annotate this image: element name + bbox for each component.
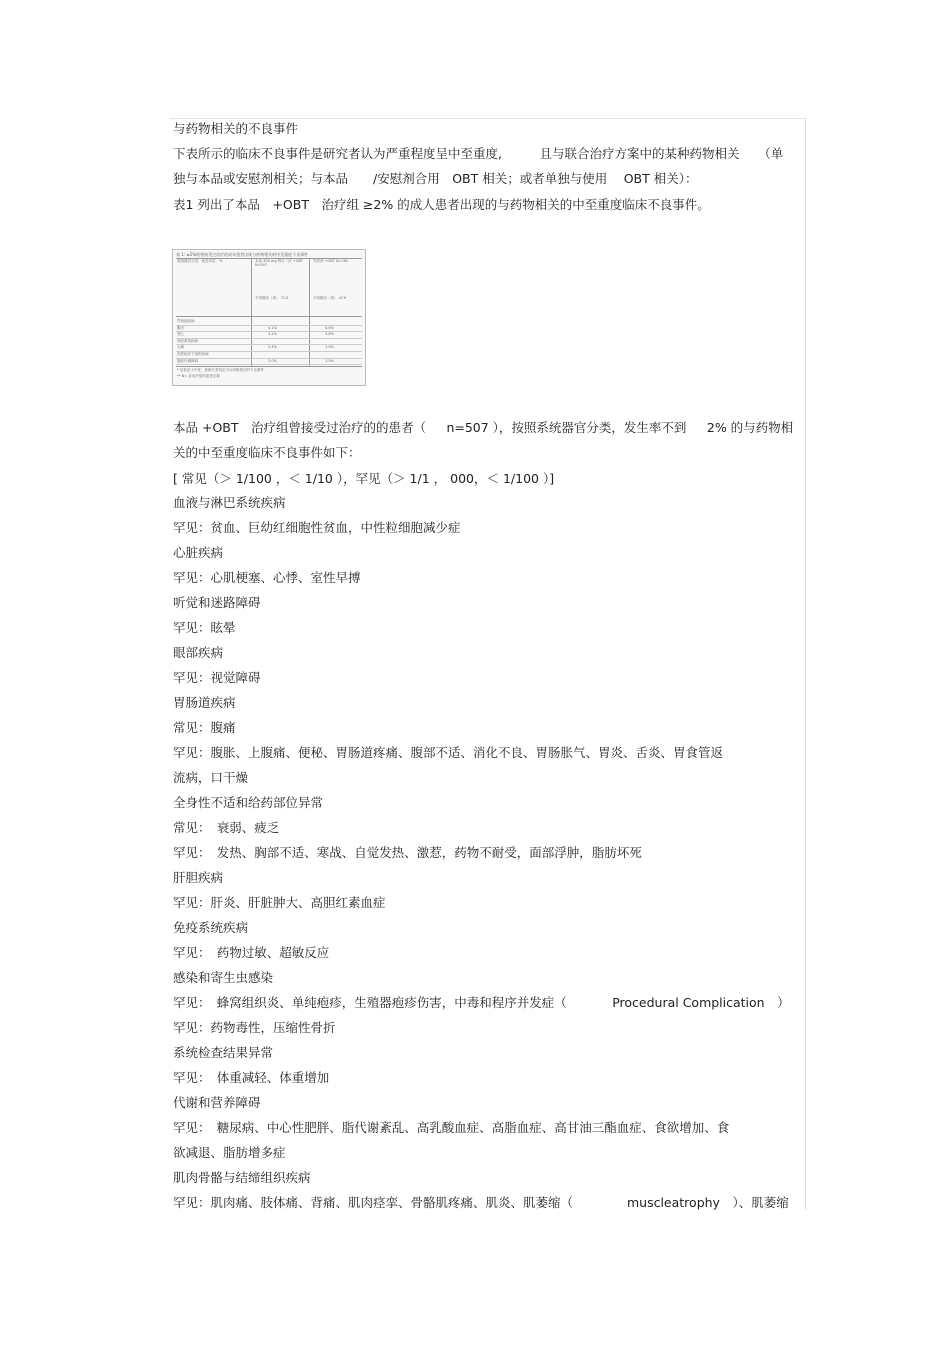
- table-image-row-value: 4.1%: [268, 325, 277, 330]
- text-line: 罕见： 发热、胸部不适、寒战、自觉发热、激惹，药物不耐受，面部浮肿，脂肪坏死: [173, 845, 642, 860]
- table-image-row-value: 2.0%: [268, 358, 277, 363]
- text-line: 常见： 衰弱、疲乏: [173, 820, 280, 835]
- table-image-rule: [176, 338, 362, 339]
- text-line: 免疫系统疾病: [173, 920, 249, 935]
- page-frame-top: [170, 118, 806, 119]
- text-line: 罕见：眩晕: [173, 620, 236, 635]
- text-line: 与药物相关的不良事件: [173, 121, 299, 136]
- text-line: 关的中至重度临床不良事件如下：: [173, 445, 361, 460]
- table-image-col3-sub: 平均随访（周） 47.6: [313, 296, 347, 300]
- text-line: 罕见：肝炎、肝脏肿大、高胆红素血症: [173, 895, 386, 910]
- table-image-row-value: 2.4%: [268, 345, 277, 350]
- text-line: 血液与淋巴系统疾病: [173, 495, 286, 510]
- table-image-row-value: 4.6%: [325, 325, 334, 330]
- text-line: 罕见：心肌梗塞、心悸、室性早搏: [173, 570, 361, 585]
- text-line: 欲减退、脂肪增多症: [173, 1145, 286, 1160]
- text-line: 常见：腹痛: [173, 720, 236, 735]
- table-image-row-value: 1.9%: [325, 345, 334, 350]
- table-image-row-label: 头痛: [177, 345, 184, 350]
- table-image-rule: [176, 316, 362, 317]
- text-line: 罕见： 体重减轻、体重增加: [173, 1070, 330, 1085]
- text-line: 罕见：视觉障碍: [173, 670, 261, 685]
- text-line: 罕见： 蜂窝组织炎、单纯疱疹，生殖器疱疹伤害，中毒和程序并发症（ Procedural Complication ）: [173, 995, 790, 1010]
- table-image-row-value: 1.5%: [325, 358, 334, 363]
- table-image-row-label: 神经系统疾病: [177, 338, 198, 343]
- table-image-rule: [176, 366, 362, 367]
- table-image-col2-sub: 平均随访（周） 72.5: [255, 296, 289, 300]
- text-line: 肌肉骨骼与结缔组织疾病: [173, 1170, 311, 1185]
- text-line: 感染和寄生虫感染: [173, 970, 274, 985]
- text-line: 本品 +OBT 治疗组曾接受过治疗的的患者（ n=507 ），按照系统器官分类，发生率不到 2% 的与药物相: [173, 420, 794, 435]
- table-image-row-value: 3.8%: [325, 332, 334, 337]
- text-line: 胃肠道疾病: [173, 695, 236, 710]
- table-image-row-label: 脂肪代谢障碍: [177, 358, 198, 363]
- table-image-rule: [176, 258, 362, 259]
- table-image-row-label: 胃肠道疾病: [177, 319, 195, 323]
- table-image: [172, 249, 366, 386]
- table-image-row-label: 皮肤和皮下组织疾病: [177, 352, 209, 356]
- table-image-col3-header: 安慰剂 +OBT N=262: [313, 259, 349, 263]
- table-image-footnote: * 包括至少中度，被研究者判定为与药物相关的不良事件: [177, 368, 264, 372]
- table-image-col1-header: 系统器官分类，优选术语，%: [177, 259, 223, 263]
- table-image-col2-header: 本品 400 mg 每日二次 +OBT N=507: [255, 259, 303, 267]
- text-line: 全身性不适和给药部位异常: [173, 795, 324, 810]
- text-line: 眼部疾病: [173, 645, 224, 660]
- text-line: 罕见： 糖尿病、中心性肥胖、脂代谢紊乱、高乳酸血症、高脂血症、高甘油三酯血症、食欲增加、食: [173, 1120, 730, 1135]
- table-image-title: 表 1: ≥2%的曾接受过治疗的成年患者出现与药物相关的中至重度不良事件: [176, 252, 309, 257]
- page-frame-right: [805, 118, 806, 1210]
- text-line: 听觉和迷路障碍: [173, 595, 261, 610]
- table-image-row-value: 3.2%: [268, 332, 277, 337]
- text-line: 罕见：肌肉痛、肢体痛、背痛、肌肉痉挛、骨骼肌疼痛、肌炎、肌萎缩（ muscleatrophy ）、肌萎缩: [173, 1195, 789, 1210]
- text-line: 独与本品或安慰剂相关；与本品 /安慰剂合用 OBT 相关；或者单独与使用 OBT 相关）：: [173, 171, 698, 186]
- text-line: 罕见：贫血、巨幼红细胞性贫血，中性粒细胞减少症: [173, 520, 461, 535]
- text-line: 代谢和营养障碍: [173, 1095, 261, 1110]
- table-image-footnote: ** N= 各治疗组的患者总数: [177, 374, 220, 378]
- table-image-col-rule: [309, 258, 310, 366]
- table-image-col-rule: [251, 258, 252, 366]
- text-line: 下表所示的临床不良事件是研究者认为严重程度呈中至重度, 且与联合治疗方案中的某种药物相关 （单: [173, 146, 784, 161]
- text-line: [ 常见（＞ 1/100 ，＜ 1/10 ），罕见（＞ 1/1 ， 000，＜ 1/100 ）]: [173, 471, 555, 486]
- text-line: 流病，口干燥: [173, 770, 249, 785]
- text-line: 表1 列出了本品 +OBT 治疗组 ≥2% 的成人患者出现的与药物相关的中至重度临床不良事件。: [173, 197, 710, 212]
- table-image-row-label: 腹泻: [177, 325, 184, 330]
- text-line: 系统检查结果异常: [173, 1045, 274, 1060]
- table-image-row-label: 恶心: [177, 332, 184, 337]
- text-line: 肝胆疾病: [173, 870, 224, 885]
- text-line: 罕见： 药物过敏、超敏反应: [173, 945, 330, 960]
- text-line: 心脏疾病: [173, 545, 224, 560]
- text-line: 罕见：药物毒性，压缩性骨折: [173, 1020, 336, 1035]
- text-line: 罕见：腹胀、上腹痛、便秘、胃肠道疼痛、腹部不适、消化不良、胃肠胀气、胃炎、舌炎、胃食管返: [173, 745, 724, 760]
